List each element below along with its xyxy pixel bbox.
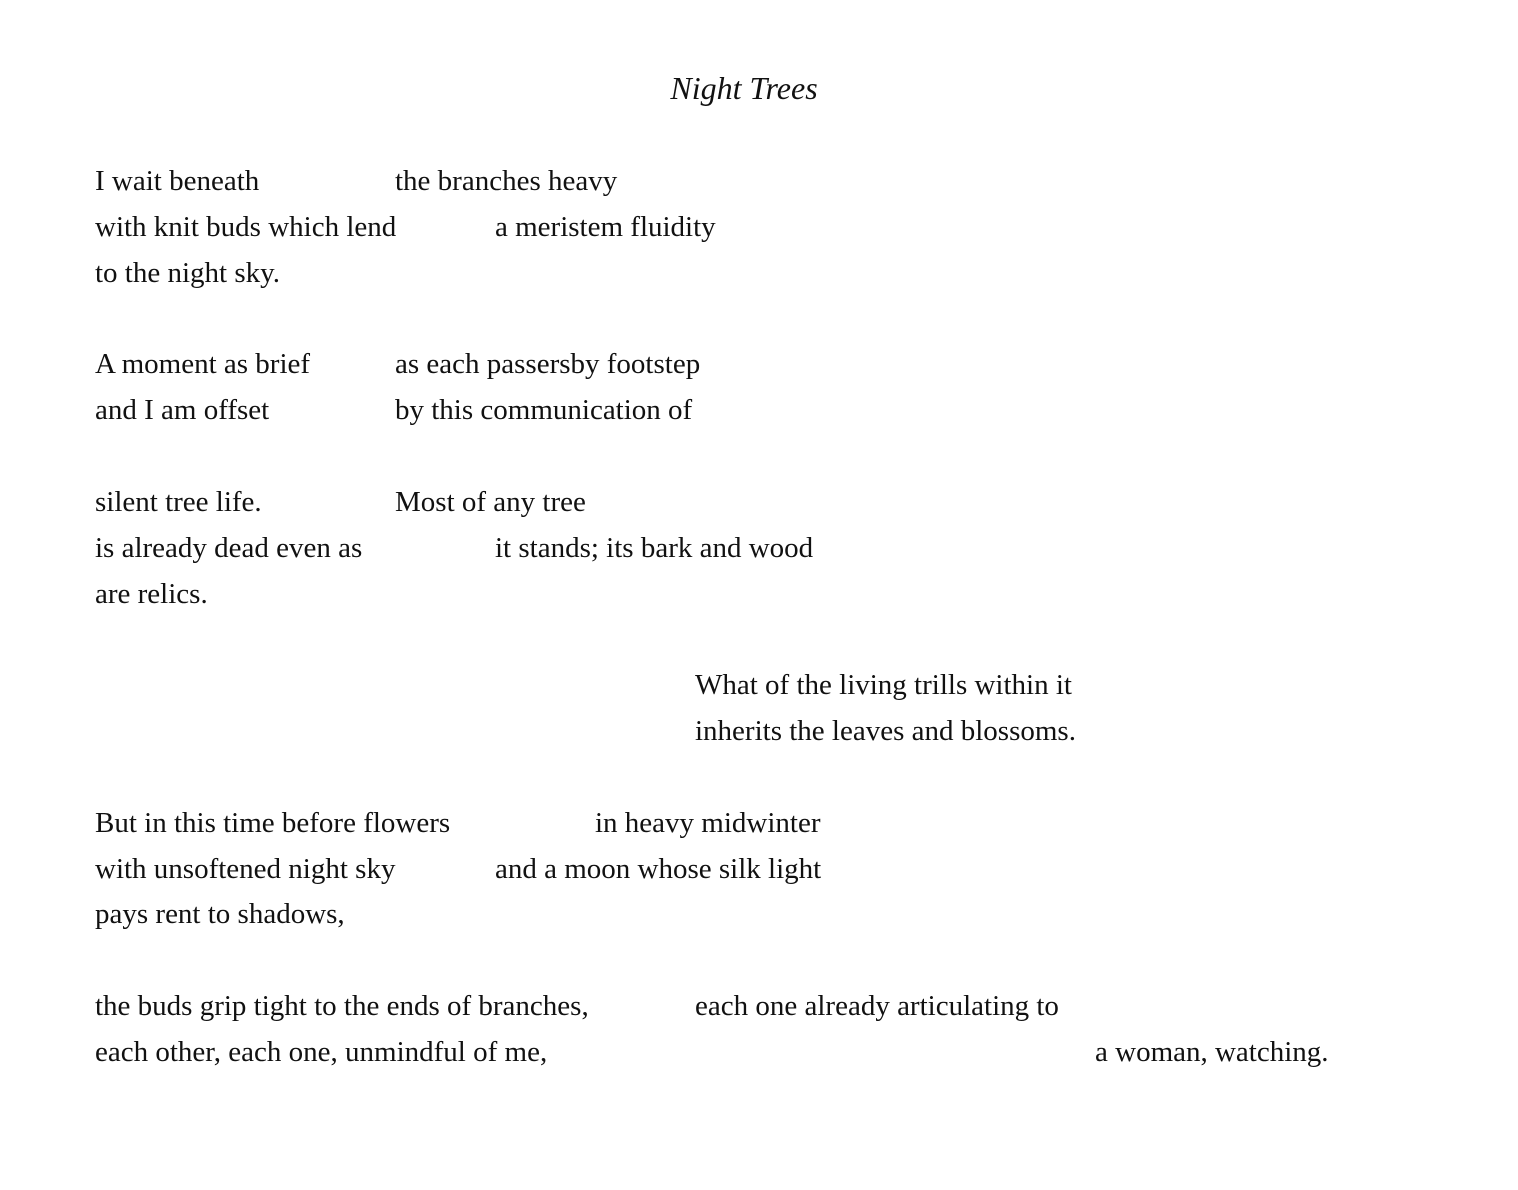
poem-line-segment: in heavy midwinter (595, 807, 821, 839)
poem-line-segment: and I am offset (95, 394, 270, 426)
poem-line-segment: to the night sky. (95, 257, 281, 289)
poem-line-segment: But in this time before flowers (95, 807, 451, 839)
poem-line-segment: What of the living trills within it (695, 669, 1072, 701)
poem-line-segment: as each passersby footstep (395, 348, 701, 380)
poem-line-segment: is already dead even as (95, 532, 363, 564)
poem-line-segment: and a moon whose silk light (495, 853, 822, 885)
poem-line-segment: a woman, watching. (1095, 1036, 1329, 1068)
poem-line-segment: each other, each one, unmindful of me, (95, 1036, 548, 1068)
poem-line-segment: are relics. (95, 578, 208, 610)
poem-line-segment: with unsoftened night sky (95, 853, 396, 885)
poem-line-segment: pays rent to shadows, (95, 898, 345, 930)
poem-line-segment: by this communication of (395, 394, 693, 426)
poem-line-segment: A moment as brief (95, 348, 311, 380)
poem-line-segment: with knit buds which lend (95, 211, 397, 243)
poem-line-segment: inherits the leaves and blossoms. (695, 715, 1076, 747)
poem-line-segment: Most of any tree (395, 486, 586, 518)
poem-line-segment: it stands; its bark and wood (495, 532, 814, 564)
poem-line-segment: silent tree life. (95, 486, 262, 518)
poem-line-segment: I wait beneath (95, 165, 260, 197)
poem-line-segment: each one already articulating to (695, 990, 1059, 1022)
poem-line-segment: the buds grip tight to the ends of branches, (95, 990, 589, 1022)
poem-line-segment: the branches heavy (395, 165, 618, 197)
poem-title: Night Trees (670, 70, 818, 106)
poem-line-segment: a meristem fluidity (495, 211, 716, 243)
